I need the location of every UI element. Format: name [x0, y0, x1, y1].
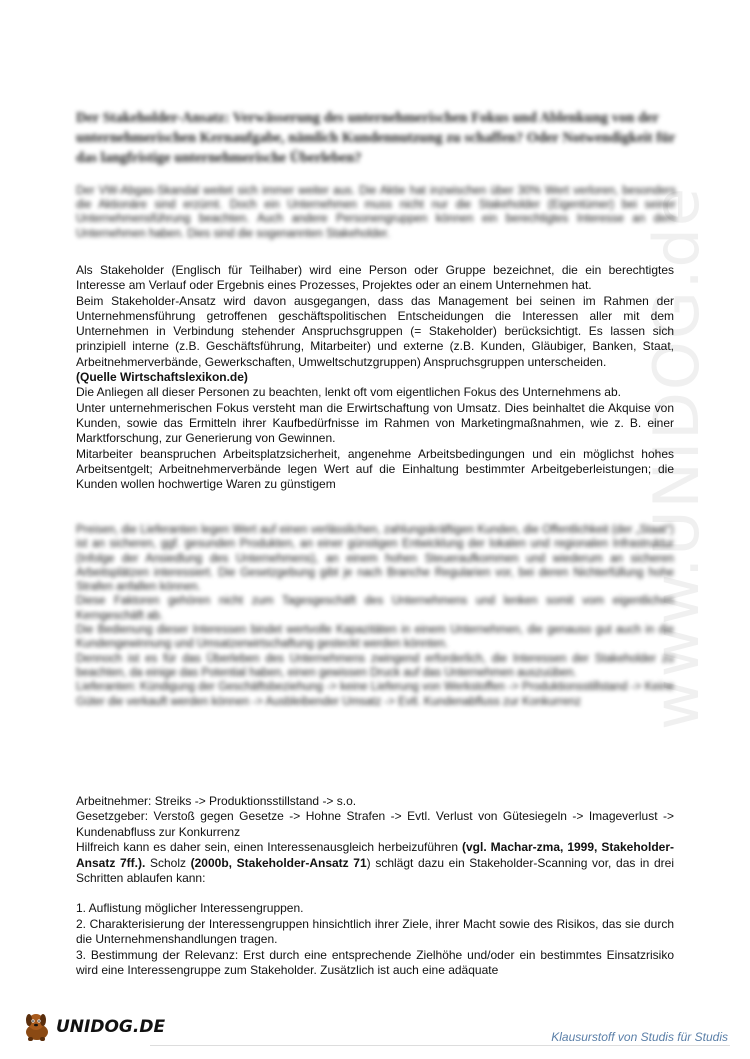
footer-tagline: Klausurstoff von Studis für Studis	[551, 1030, 728, 1044]
text-run: Scholz	[145, 855, 191, 870]
paragraph: Lieferanten: Kündigung der Geschäftsbeziehung -> keine Lieferung von Werkstoffen -> Produktionsstillstand -> Keine Güter die verkauft werden können -> Ausbleibender Umsatz -> Evtl. Kundenabfluss zur Konkurrenz	[76, 681, 674, 708]
paragraph: Arbeitnehmer: Streiks -> Produktionsstillstand -> s.o.	[76, 794, 357, 808]
paragraph: Diese Faktoren gehören nicht zum Tagesgeschäft des Unternehmens und lenken somit vom eigentlichen Kerngeschäft ab.	[76, 595, 674, 622]
dog-icon	[20, 1010, 54, 1044]
paragraph: Als Stakeholder (Englisch für Teilhaber) wird eine Person oder Gruppe bezeichnet, die ein berechtigtes Interesse am Verlauf oder Ergebnis eines Prozesses, Projektes oder an einem Unternehmen hat.	[76, 263, 674, 293]
document-title: Der Stakeholder-Ansatz: Verwässerung des unternehmerischen Fokus und Ablenkung von der unternehmerischen Kernaufgabe, nämlich Kundennutzung zu schaffen? Oder Notwendigkeit für das langfristige unternehmerische Überleben?	[76, 110, 676, 166]
list-item: 2. Charakterisierung der Interessengruppen hinsichtlich ihrer Ziele, ihrer Macht sowie des Risikos, das sie durch die Unternehmenshandlungen tragen.	[76, 916, 674, 947]
paragraph: Beim Stakeholder-Ansatz wird davon ausgegangen, dass das Management bei seinen im Rahmen der Unternehmensführung getroffenen geschäftspolitischen Entscheidungen die Interessen aller mit dem Unternehmen in Verbindung stehender Anspruchsgruppen (= Stakeholder) berücksichtigt. Es lassen sich prinzipiell interne (z.B. Geschäftsführung, Mitarbeiter) und externe (z.B. Kunden, Gläubiger, Banken, Staat, Arbeitnehmerverbände, Gewerkschaften, Umweltschutzgruppen) Anspruchsgruppen unterscheiden.	[76, 293, 674, 369]
paragraph: Mitarbeiter beanspruchen Arbeitsplatzsicherheit, angenehme Arbeitsbedingungen und ein möglichst hohes Arbeitsentgelt; Arbeitnehmerverbände legen Wert auf die Einhaltung bestimmter Arbeitgeberleistungen; die Kunden wollen hochwertige Waren zu günstigem	[76, 446, 674, 492]
text-run: Hilfreich kann es daher sein, einen Interessenausgleich herbeizuführen	[76, 840, 463, 855]
paragraph: Unter unternehmerischen Fokus versteht man die Erwirtschaftung von Umsatz. Dies beinhaltet die Akquise von Kunden, sowie das Ermitteln ihrer Kaufbedürfnisse im Rahmen von Marketingmaßnahmen, wie z. B. einer Marktforschung, zur Generierung von Gewinnen.	[76, 400, 674, 446]
blurred-body-middle	[76, 523, 674, 709]
logo-text: UNIDOG.DE	[56, 1017, 166, 1037]
watermark: www.UNIDOG.de	[640, 186, 713, 730]
list-item: 3. Bestimmung der Relevanz: Erst durch eine entsprechende Zielhöhe und/oder ein bestimmtes Einsatzrisiko wird eine Interessengruppe zum Stakeholder. Zusätzlich ist auch eine adäquate	[76, 947, 674, 978]
visible-body-bottom	[76, 794, 674, 978]
unidog-logo	[20, 1010, 165, 1044]
paragraph: Dennoch ist es für das Überleben des Unternehmens zwingend erforderlich, die Interessen der Stakeholder zu beachten, da einige das Potential haben, einen gewissen Druck auf das Unternehmen auszuüben.	[76, 652, 674, 679]
intro-paragraph: Der VW-Abgas-Skandal weitet sich immer weiter aus. Die Aktie hat inzwischen über 30% Wert verloren, besonders die Aktionäre sind erzürnt. Doch ein Unternehmen muss nicht nur die Stakeholder (Eigentümer) bei seiner Unternehmensführung beachten. Auch andere Personengruppen können ein berechtigtes Interesse an dem Unternehmen haben. Dies sind die sogenannten Stakeholder.	[76, 185, 676, 240]
footer-divider	[150, 1045, 730, 1046]
paragraph: Gesetzgeber: Verstoß gegen Gesetze -> Hohne Strafen -> Evtl. Verlust von Gütesiegeln -> Imageverlust -> Kundenabfluss zur Konkurrenz	[76, 809, 674, 839]
source-citation: (Quelle Wirtschaftslexikon.de)	[76, 370, 248, 385]
text-run: ) schlägt dazu ein Stakeholder-Scanning vor, das in drei Schritten ablaufen kann:	[76, 855, 675, 886]
citation: (vgl. Machar-zma, 1999, Stakeholder-Ansatz 7ff.).	[76, 840, 675, 870]
list-item: 1. Auflistung möglicher Interessengruppen.	[76, 901, 304, 916]
spacer	[76, 886, 674, 901]
paragraph: Die Anliegen all dieser Personen zu beachten, lenkt oft vom eigentlichen Fokus des Unternehmens ab.	[76, 385, 621, 400]
citation: (2000b, Stakeholder-Ansatz 71	[190, 855, 367, 870]
paragraph: Die Bedienung dieser Interessen bindet wertvolle Kapazitäten in einem Unternehmen, die genauso gut auch in die Kundengewinnung und Umsatzerwirtschaftung gesteckt werden könnten.	[76, 624, 674, 651]
visible-body-top	[76, 263, 674, 492]
paragraph: Preisen, die Lieferanten legen Wert auf einen verlässlichen, zahlungskräftigen Kunden, die Öffentlichkeit (der „Staat“) ist an sicheren, ggf. gesunden Produkten, an einer günstigen Entwicklung der lokalen und regionalen Infrastruktur (Infolge der Ansiedlung des Unternehmens), an einem hohen Steueraufkommen und wiederum an sicheren Arbeitsplätzen interessiert. Die Gesetzgebung gibt je nach Branche Regularien vor, bei deren Nichterfüllung hohe Strafen anfallen können.	[76, 524, 674, 594]
paragraph-with-citations	[76, 840, 674, 886]
